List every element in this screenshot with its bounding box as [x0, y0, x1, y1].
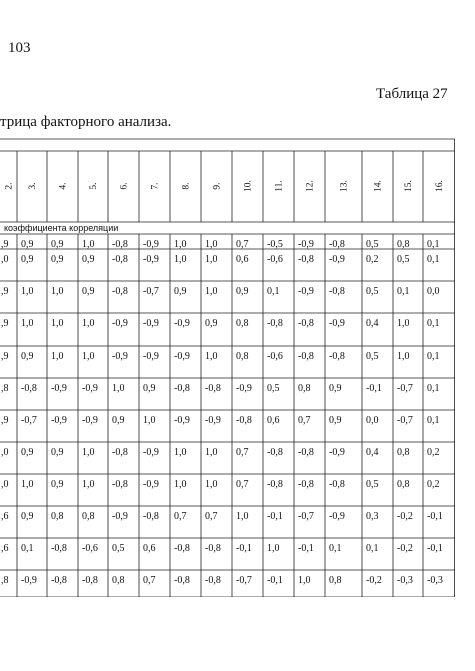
table-cell: 0,9 — [21, 239, 34, 250]
table-cell: -0,9 — [112, 351, 128, 362]
table-cell: 0,7 — [174, 511, 187, 522]
table-cell: 0,4 — [366, 447, 379, 458]
table-cell: -0,2 — [366, 575, 382, 586]
table-cell: 0,5 — [366, 479, 379, 490]
table-cell: 0,1 — [427, 254, 440, 265]
table-cell: -0,1 — [427, 511, 443, 522]
table-cell: 0,6 — [267, 415, 280, 426]
table-cell: 0,9 — [51, 254, 64, 265]
table-cell: 1,0 — [143, 415, 156, 426]
table-cell: -0,6 — [267, 351, 283, 362]
table-cell: -0,2 — [397, 543, 413, 554]
column-header: 10. — [243, 180, 254, 192]
table-cell: ,9 — [1, 351, 9, 362]
table-cell: 0,7 — [236, 479, 249, 490]
table-cell: -0,9 — [329, 511, 345, 522]
table-cell: 0,1 — [427, 239, 440, 250]
table-cell: -0,2 — [397, 511, 413, 522]
table-cell: 0,8 — [236, 318, 249, 329]
table-cell: 0,1 — [427, 383, 440, 394]
column-header: 4. — [58, 182, 69, 190]
column-header: 7. — [150, 182, 161, 190]
table-cell: 1,0 — [267, 543, 280, 554]
table-cell: 1,0 — [174, 479, 187, 490]
table-cell: -0,9 — [143, 447, 159, 458]
table-cell: -0,9 — [143, 318, 159, 329]
column-header: 15. — [404, 180, 414, 192]
table-cell: -0,8 — [298, 479, 314, 490]
table-cell: 1,0 — [51, 286, 64, 297]
table-cell: 0,1 — [427, 415, 440, 426]
table-cell: -0,8 — [267, 479, 283, 490]
table-cell: -0,6 — [267, 254, 283, 265]
factor-analysis-matrix — [0, 138, 455, 597]
column-header: 11. — [274, 180, 285, 192]
table-cell: 1,0 — [205, 351, 218, 362]
table-cell: -0,9 — [174, 318, 190, 329]
column-header: 2. — [4, 182, 15, 190]
table-cell: -0,8 — [112, 479, 128, 490]
table-cell: -0,9 — [112, 511, 128, 522]
table-cell: -0,8 — [205, 383, 221, 394]
table-cell: 0,3 — [366, 511, 379, 522]
table-cell: -0,3 — [427, 575, 443, 586]
table-cell: 0,9 — [21, 254, 34, 265]
table-cell: 0,1 — [366, 543, 379, 554]
table-cell: -0,8 — [112, 254, 128, 265]
table-cell: 1,0 — [82, 239, 95, 250]
table-cell: -0,9 — [112, 318, 128, 329]
table-cell: 0,1 — [427, 318, 440, 329]
table-cell: -0,9 — [329, 254, 345, 265]
table-cell: -0,8 — [298, 318, 314, 329]
table-cell: 0,5 — [267, 383, 280, 394]
table-cell: ,8 — [1, 383, 9, 394]
table-cell: 1,0 — [205, 239, 218, 250]
table-cell: -0,1 — [366, 383, 382, 394]
table-cell: 1,0 — [397, 318, 410, 329]
table-cell: 1,0 — [205, 447, 218, 458]
column-header: 16. — [435, 180, 445, 192]
table-cell: 0,9 — [82, 254, 95, 265]
table-cell: -0,8 — [112, 447, 128, 458]
table-cell: -0,9 — [298, 286, 314, 297]
table-cell: -0,7 — [21, 415, 37, 426]
table-cell: 0,7 — [143, 575, 156, 586]
table-cell: 0,0 — [427, 286, 440, 297]
column-header: 13. — [339, 180, 350, 192]
table-cell: -0,8 — [329, 351, 345, 362]
table-cell: -0,8 — [298, 254, 314, 265]
page-number: 103 — [8, 40, 31, 56]
table-cell: 0,9 — [82, 286, 95, 297]
table-cell: -0,1 — [298, 543, 314, 554]
column-header: 12. — [305, 180, 316, 192]
table-cell: -0,8 — [174, 383, 190, 394]
table-cell: -0,9 — [329, 318, 345, 329]
table-cell: 0,6 — [236, 254, 249, 265]
table-cell: ,0 — [1, 254, 9, 265]
table-cell: 0,8 — [329, 575, 342, 586]
table-cell: -0,9 — [82, 383, 98, 394]
table-cell: 0,5 — [112, 543, 125, 554]
table-cell: -0,8 — [174, 543, 190, 554]
table-cell: 1,0 — [112, 383, 125, 394]
table-cell: 1,0 — [205, 479, 218, 490]
table-cell: 1,0 — [174, 447, 187, 458]
table-cell: 0,6 — [143, 543, 156, 554]
table-cell: 0,1 — [267, 286, 280, 297]
table-cell: -0,8 — [236, 415, 252, 426]
table-cell: 0,8 — [236, 351, 249, 362]
table-cell: -0,6 — [82, 543, 98, 554]
column-header: 8. — [181, 182, 192, 190]
table-cell: 1,0 — [205, 254, 218, 265]
table-cell: 0,5 — [366, 351, 379, 362]
table-cell: 1,0 — [82, 479, 95, 490]
table-cell: -0,8 — [267, 318, 283, 329]
table-cell: 0,7 — [298, 415, 311, 426]
table-cell: -0,7 — [298, 511, 314, 522]
table-cell: -0,9 — [143, 479, 159, 490]
table-cell: ,6 — [1, 511, 9, 522]
table-cell: 0,7 — [236, 239, 249, 250]
table-cell: -0,7 — [397, 415, 413, 426]
table-cell: 1,0 — [21, 318, 34, 329]
table-cell: 0,8 — [397, 239, 410, 250]
table-cell: -0,9 — [205, 415, 221, 426]
column-header: 14. — [373, 180, 384, 192]
table-cell: 0,7 — [236, 447, 249, 458]
table-cell: -0,9 — [143, 351, 159, 362]
table-cell: -0,9 — [21, 575, 37, 586]
table-cell: 1,0 — [174, 254, 187, 265]
table-cell: -0,9 — [174, 351, 190, 362]
subheader-label: коэффициента корреляции — [4, 223, 119, 233]
table-cell: -0,8 — [174, 575, 190, 586]
table-cell: 0,2 — [366, 254, 379, 265]
table-cell: -0,5 — [267, 239, 283, 250]
table-cell: -0,8 — [21, 383, 37, 394]
table-cell: 0,9 — [329, 383, 342, 394]
table-cell: 0,9 — [112, 415, 125, 426]
table-cell: 1,0 — [174, 239, 187, 250]
table-cell: 1,0 — [21, 479, 34, 490]
table-cell: 1,0 — [51, 351, 64, 362]
table-cell: 0,1 — [329, 543, 342, 554]
table-cell: ,0 — [1, 447, 9, 458]
table-cell: -0,8 — [51, 575, 67, 586]
table-cell: 1,0 — [397, 351, 410, 362]
table-cell: -0,8 — [82, 575, 98, 586]
table-cell: 0,9 — [21, 511, 34, 522]
table-cell: 0,9 — [236, 286, 249, 297]
table-cell: -0,8 — [112, 286, 128, 297]
table-cell: -0,1 — [267, 511, 283, 522]
table-cell: -0,8 — [51, 543, 67, 554]
table-cell: 1,0 — [21, 286, 34, 297]
table-cell: 1,0 — [82, 447, 95, 458]
table-cell: 0,9 — [51, 239, 64, 250]
table-cell: 0,8 — [397, 479, 410, 490]
table-cell: ,6 — [1, 543, 9, 554]
table-cell: 0,5 — [366, 286, 379, 297]
table-cell: 0,9 — [21, 351, 34, 362]
table-cell: ,9 — [1, 286, 9, 297]
table-cell: -0,1 — [267, 575, 283, 586]
table-cell: -0,1 — [427, 543, 443, 554]
table-cell: 0,5 — [366, 239, 379, 250]
table-cell: 1,0 — [51, 318, 64, 329]
column-header: 9. — [212, 182, 223, 190]
table-cell: 0,2 — [427, 447, 440, 458]
table-cell: -0,9 — [82, 415, 98, 426]
column-header: 6. — [119, 182, 130, 190]
table-cell: ,9 — [1, 415, 9, 426]
table-cell: -0,9 — [298, 239, 314, 250]
table-cell: 1,0 — [236, 511, 249, 522]
table-cell: ,8 — [1, 575, 9, 586]
table-cell: -0,9 — [143, 254, 159, 265]
table-label: Таблица 27 — [376, 86, 448, 102]
table-cell: 0,4 — [366, 318, 379, 329]
table-cell: 0,9 — [143, 383, 156, 394]
table-cell: -0,9 — [174, 415, 190, 426]
table-cell: -0,8 — [143, 511, 159, 522]
table-cell: ,9 — [1, 318, 9, 329]
table-cell: -0,7 — [143, 286, 159, 297]
table-cell: -0,1 — [236, 543, 252, 554]
table-cell: ,9 — [1, 239, 9, 250]
table-cell: 1,0 — [205, 286, 218, 297]
table-cell: -0,8 — [298, 351, 314, 362]
table-cell: -0,3 — [397, 575, 413, 586]
table-cell: 0,5 — [397, 254, 410, 265]
table-cell: 0,9 — [21, 447, 34, 458]
table-cell: -0,8 — [267, 447, 283, 458]
table-cell: 0,1 — [21, 543, 34, 554]
table-cell: -0,9 — [329, 447, 345, 458]
table-cell: 0,9 — [205, 318, 218, 329]
table-cell: -0,8 — [329, 479, 345, 490]
table-cell: -0,8 — [298, 447, 314, 458]
table-cell: 0,1 — [427, 351, 440, 362]
table-cell: ,0 — [1, 479, 9, 490]
table-cell: 0,1 — [397, 286, 410, 297]
table-cell: 1,0 — [298, 575, 311, 586]
table-caption: трица факторного анализа. — [0, 114, 172, 130]
table-cell: -0,9 — [143, 239, 159, 250]
table-cell: 0,9 — [174, 286, 187, 297]
table-cell: -0,8 — [329, 239, 345, 250]
table-cell: 0,8 — [112, 575, 125, 586]
table-cell: 0,8 — [397, 447, 410, 458]
table-cell: -0,9 — [51, 415, 67, 426]
table-cell: -0,9 — [236, 383, 252, 394]
table-cell: 0,8 — [51, 511, 64, 522]
table-cell: -0,8 — [205, 543, 221, 554]
table-cell: 0,0 — [366, 415, 379, 426]
column-header: 3. — [28, 182, 38, 190]
table-cell: 0,9 — [329, 415, 342, 426]
table-cell: -0,7 — [236, 575, 252, 586]
table-cell: 0,9 — [51, 479, 64, 490]
table-cell: 1,0 — [82, 318, 95, 329]
table-cell: 1,0 — [82, 351, 95, 362]
table-cell: 0,9 — [51, 447, 64, 458]
table-cell: 0,8 — [298, 383, 311, 394]
column-header: 5. — [89, 182, 99, 190]
table-cell: 0,8 — [82, 511, 95, 522]
table-cell: 0,2 — [427, 479, 440, 490]
table-cell: -0,8 — [329, 286, 345, 297]
table-cell: -0,9 — [51, 383, 67, 394]
table-cell: 0,7 — [205, 511, 218, 522]
table-cell: -0,7 — [397, 383, 413, 394]
table-cell: -0,8 — [205, 575, 221, 586]
table-cell: -0,8 — [112, 239, 128, 250]
